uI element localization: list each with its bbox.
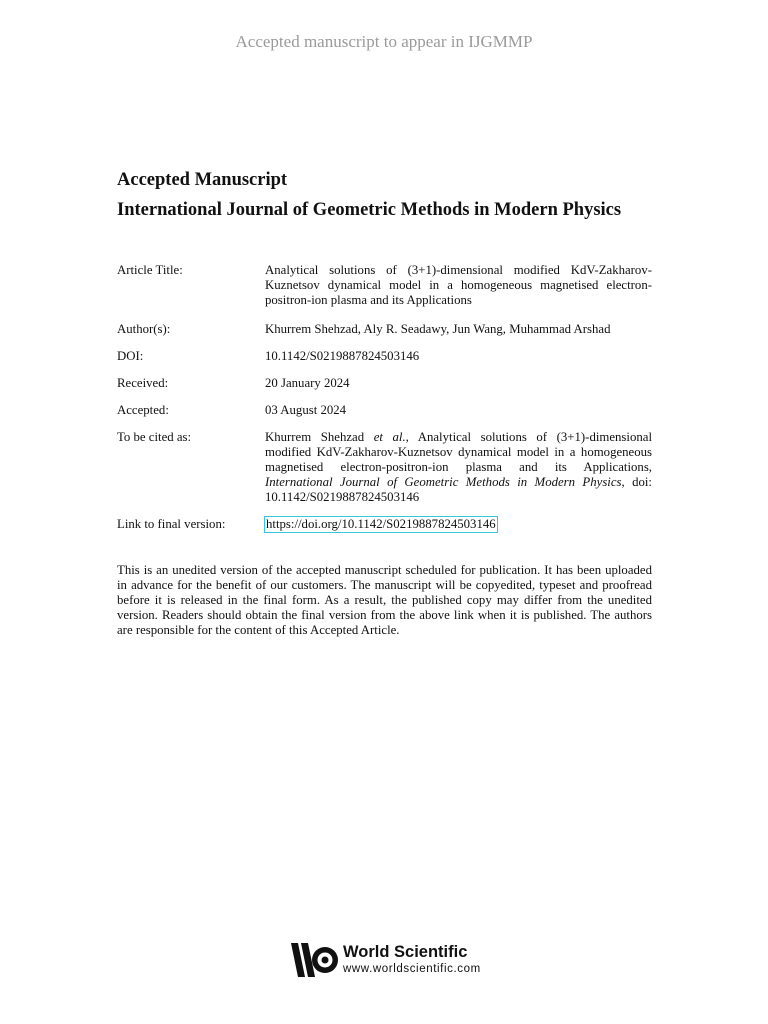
citation-row [117, 430, 652, 505]
page-title: Accepted Manuscript [117, 170, 288, 190]
journal-title: International Journal of Geometric Methods in Modern Physics [117, 200, 622, 220]
citation-label: To be cited as: [117, 430, 192, 444]
accepted-label: Accepted: [117, 403, 169, 417]
citation-journal: International Journal of Geometric Methods in Modern Physics [265, 475, 622, 489]
publisher-logo[interactable] [291, 940, 481, 980]
doi-row [117, 349, 652, 364]
doi-label: DOI: [117, 349, 144, 363]
accepted-row [117, 403, 652, 418]
accepted-value: 03 August 2024 [265, 403, 347, 417]
authors-row [117, 322, 652, 337]
final-version-label: Link to final version: [117, 517, 226, 531]
citation-doi: , doi: 10.1142/S0219887824503146 [265, 475, 652, 504]
unedited-version-notice: This is an unedited version of the accepted manuscript scheduled for publication. It has been uploaded in advance for the benefit of our customers. The manuscript will be copyedited, typeset and proofread before it is released in the final form. As a result, the published copy may differ from the unedited version. Readers should obtain the final version from the above link when it is published. The authors are responsible for the content of this Accepted Article. [117, 563, 652, 637]
authors-label: Author(s): [117, 322, 171, 336]
final-version-link[interactable]: https://doi.org/10.1142/S0219887824503146 [266, 517, 496, 531]
article-title-label: Article Title: [117, 263, 183, 277]
received-row [117, 376, 652, 391]
publisher-name: World Scientific [343, 943, 468, 961]
doi-value: 10.1142/S0219887824503146 [265, 349, 420, 363]
authors-value: Khurrem Shehzad, Aly R. Seadawy, Jun Wang, Muhammad Arshad [265, 322, 611, 336]
world-scientific-logo-icon [291, 940, 339, 980]
citation-value [265, 430, 652, 505]
article-title-value: Analytical solutions of (3+1)-dimensional modified KdV-Zakharov-Kuznetsov dynamical model in a homogeneous magnetised electron-positron-ion plasma and its Applications [265, 263, 652, 307]
received-label: Received: [117, 376, 169, 390]
final-version-row [117, 517, 652, 532]
article-metadata [117, 263, 652, 532]
accepted-manuscript-watermark: Accepted manuscript to appear in IJGMMP [235, 32, 533, 51]
publisher-website: www.worldscientific.com [343, 963, 481, 975]
received-value: 20 January 2024 [265, 376, 350, 390]
article-title-row [117, 263, 652, 308]
citation-body: , Analytical solutions of (3+1)-dimensional modified KdV-Zakharov-Kuznetsov dynamical model in a homogeneous magnetised electron-positron-ion plasma and its Applications, [265, 430, 652, 474]
citation-etal: et al. [373, 430, 406, 444]
citation-author: Khurrem Shehzad [265, 430, 374, 444]
